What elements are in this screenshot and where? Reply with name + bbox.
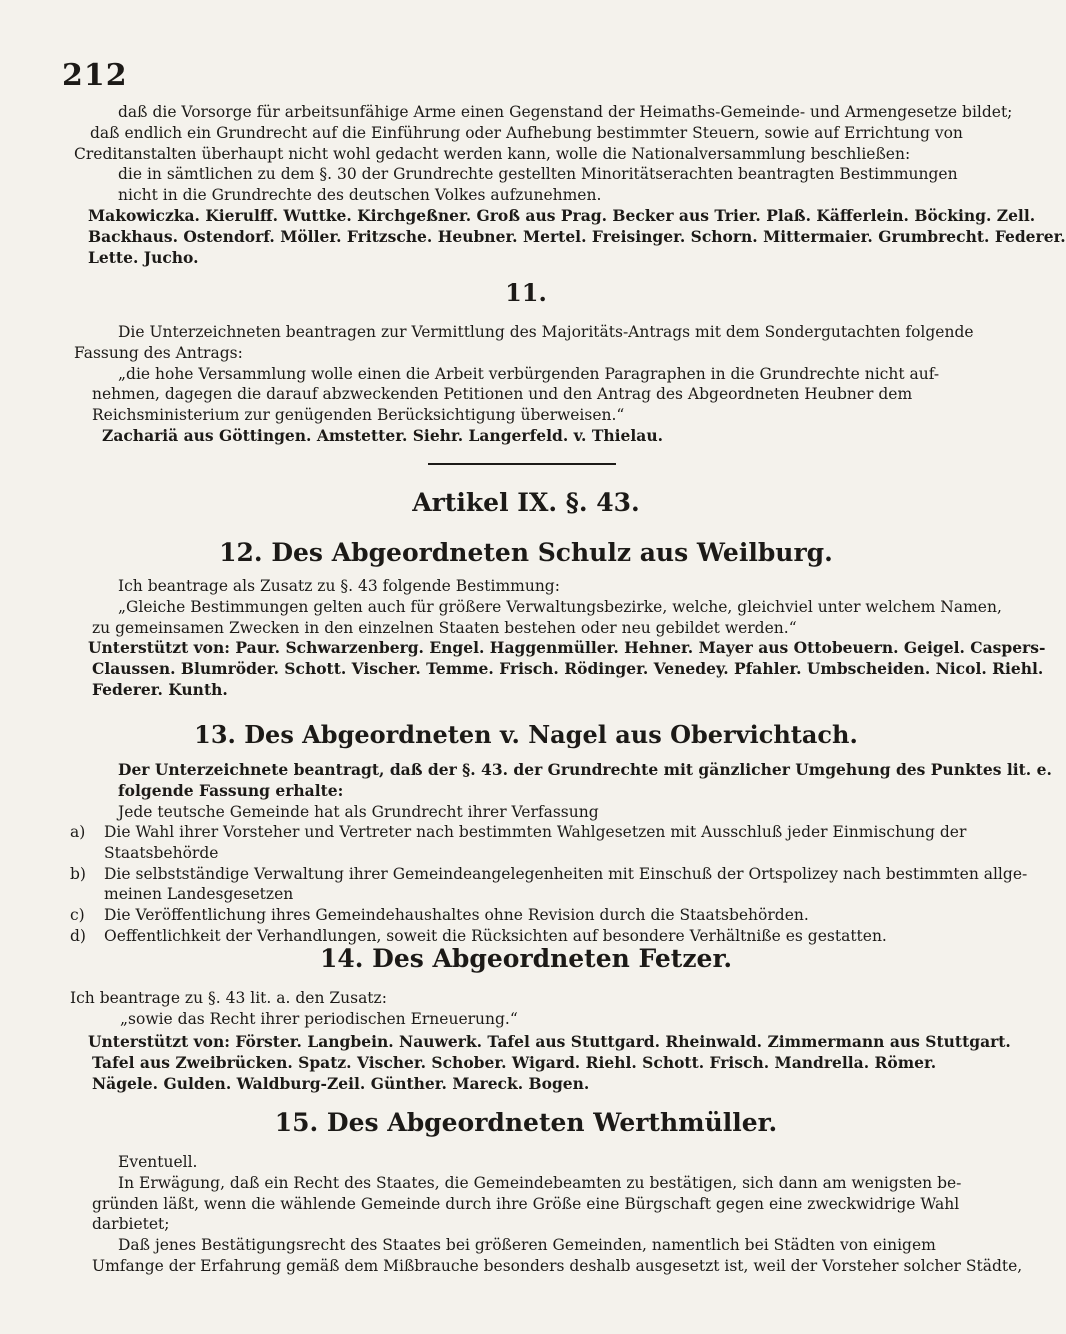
section-11-signers	[88, 426, 964, 447]
section-11-body	[74, 322, 974, 426]
text-line: Daß jenes Bestätigungsrecht des Staates bei größeren Gemeinden, namentlich bei Städten von einigem	[118, 1236, 936, 1255]
support-line: Federer. Kunth.	[92, 679, 228, 699]
section-divider	[428, 463, 616, 465]
article-heading: Artikel IX. §. 43.	[412, 488, 640, 517]
text-line: „sowie das Recht ihrer periodischen Erneuerung.“	[120, 1009, 518, 1028]
text-line: Staatsbehörde	[104, 843, 219, 862]
text-line: Die Wahl ihrer Vorsteher und Vertreter nach bestimmten Wahlgesetzen mit Ausschluß jeder Einmischung der	[104, 823, 967, 841]
section-12-body	[88, 576, 1046, 701]
text-line: Ich beantrage als Zusatz zu §. 43 folgende Bestimmung:	[118, 577, 560, 595]
text-line: Die Veröffentlichung ihres Gemeindehaushaltes ohne Revision durch die Staatsbehörden.	[104, 906, 809, 925]
list-item-label: a)	[70, 823, 86, 841]
section-13-heading: 13. Des Abgeordneten v. Nagel aus Obervichtach.	[194, 720, 858, 749]
section-13-body	[88, 760, 1052, 822]
support-line: Unterstützt von: Förster. Langbein. Nauwerk. Tafel aus Stuttgard. Rheinwald. Zimmermann aus Stuttgart.	[88, 1032, 1011, 1051]
support-line: Unterstützt von: Paur. Schwarzenberg. Engel. Haggenmüller. Hehner. Mayer aus Ottobeuern. Geigel. Caspers-	[88, 638, 1046, 658]
intro-paragraph	[74, 102, 1013, 206]
text-line: Ich beantrage zu §. 43 lit. a. den Zusatz:	[70, 989, 387, 1007]
signers-line: Lette. Jucho.	[88, 247, 199, 267]
support-line: Claussen. Blumröder. Schott. Vischer. Temme. Frisch. Rödinger. Venedey. Pfahler. Umbscheiden. Nicol. Riehl.	[92, 659, 1044, 679]
text-line: „Gleiche Bestimmungen gelten auch für größere Verwaltungsbezirke, welche, gleichviel unter welchem Namen,	[118, 597, 1002, 616]
text-line: „die hohe Versammlung wolle einen die Arbeit verbürgenden Paragraphen in die Grundrechte nicht auf-	[118, 364, 940, 383]
text-line: Fassung des Antrags:	[74, 343, 243, 362]
text-line: Oeffentlichkeit der Verhandlungen, soweit die Rücksichten auf besondere Verhältniße es gestatten.	[104, 926, 887, 945]
signers-list	[88, 206, 1066, 268]
text-line: Creditanstalten überhaupt nicht wohl gedacht werden kann, wolle die Nationalversammlung beschließen:	[74, 144, 911, 163]
text-line: nicht in die Grundrechte des deutschen Volkes aufzunehmen.	[118, 186, 602, 205]
signers-line: Makowiczka. Kierulff. Wuttke. Kirchgeßner. Groß aus Prag. Becker aus Trier. Plaß. Käfferlein. Böcking. Zell.	[88, 206, 1036, 225]
section-13-list	[70, 822, 1028, 947]
support-line: Nägele. Gulden. Waldburg-Zeil. Günther. Mareck. Bogen.	[92, 1073, 590, 1093]
support-line: Tafel aus Zweibrücken. Spatz. Vischer. Schober. Wigard. Riehl. Schott. Frisch. Mandrella. Römer.	[92, 1052, 937, 1072]
text-line: darbietet;	[92, 1215, 170, 1234]
text-line: daß endlich ein Grundrecht auf die Einführung oder Aufhebung bestimmter Steuern, sowie auf Errichtung von	[90, 123, 963, 142]
section-14-heading: 14. Des Abgeordneten Fetzer.	[319, 944, 733, 973]
text-line: gründen läßt, wenn die wählende Gemeinde durch ihre Größe eine Bürgschaft gegen eine zweckwidrige Wahl	[92, 1194, 960, 1213]
text-line: Die selbstständige Verwaltung ihrer Gemeindeangelegenheiten mit Einschuß der Ortspolizey nach bestimmten allge-	[104, 864, 1028, 883]
text-line: meinen Landesgesetzen	[104, 885, 294, 904]
text-line: zu gemeinsamen Zwecken in den einzelnen Staaten bestehen oder neu gebildet werden.“	[92, 618, 797, 637]
text-line: In Erwägung, daß ein Recht des Staates, die Gemeindebeamten zu bestätigen, sich dann am wenigsten be-	[118, 1173, 962, 1192]
section-15-heading: 15. Des Abgeordneten Werthmüller.	[274, 1108, 778, 1137]
text-line: Der Unterzeichnete beantragt, daß der §. 43. der Grundrechte mit gänzlicher Umgehung des Punktes lit. e.	[118, 760, 1052, 779]
list-item	[70, 905, 964, 926]
list-item-label: c)	[70, 906, 85, 925]
signers-line: Zachariä aus Göttingen. Amstetter. Siehr. Langerfeld. v. Thielau.	[102, 426, 664, 445]
page-number: 212	[62, 58, 128, 93]
signers-line: Backhaus. Ostendorf. Möller. Fritzsche. Heubner. Mertel. Freisinger. Schorn. Mittermaier. Grumbrecht. Federer.	[88, 226, 1066, 246]
section-15-body	[88, 1152, 1023, 1277]
list-item-label: d)	[70, 926, 86, 945]
text-line: die in sämtlichen zu dem §. 30 der Grundrechte gestellten Minoritätserachten beantragten Bestimmungen	[118, 165, 958, 184]
text-line: nehmen, dagegen die darauf abzweckenden Petitionen und den Antrag des Abgeordneten Heubner dem	[92, 385, 913, 404]
list-item	[70, 864, 1028, 906]
section-12-heading: 12. Des Abgeordneten Schulz aus Weilburg.	[219, 538, 833, 567]
text-line: Eventuell.	[118, 1153, 198, 1171]
section-14-body	[70, 988, 964, 1030]
section-11-number: 11.	[505, 278, 547, 307]
text-line: daß die Vorsorge für arbeitsunfähige Arme einen Gegenstand der Heimaths-Gemeinde- und Armengesetze bildet;	[118, 103, 1013, 121]
text-line: Umfange der Erfahrung gemäß dem Mißbrauche besonders deshalb ausgesetzt ist, weil der Vorsteher solcher Städte,	[92, 1256, 1023, 1275]
text-line: Reichsministerium zur genügenden Berücksichtigung überweisen.“	[92, 406, 625, 425]
text-line: Jede teutsche Gemeinde hat als Grundrecht ihrer Verfassung	[118, 802, 599, 821]
section-14-support	[88, 1032, 1011, 1094]
list-item	[70, 822, 967, 864]
text-line: Die Unterzeichneten beantragen zur Vermittlung des Majoritäts-Antrags mit dem Sondergutachten folgende	[118, 323, 974, 341]
text-line: folgende Fassung erhalte:	[118, 780, 344, 800]
list-item-label: b)	[70, 864, 86, 883]
